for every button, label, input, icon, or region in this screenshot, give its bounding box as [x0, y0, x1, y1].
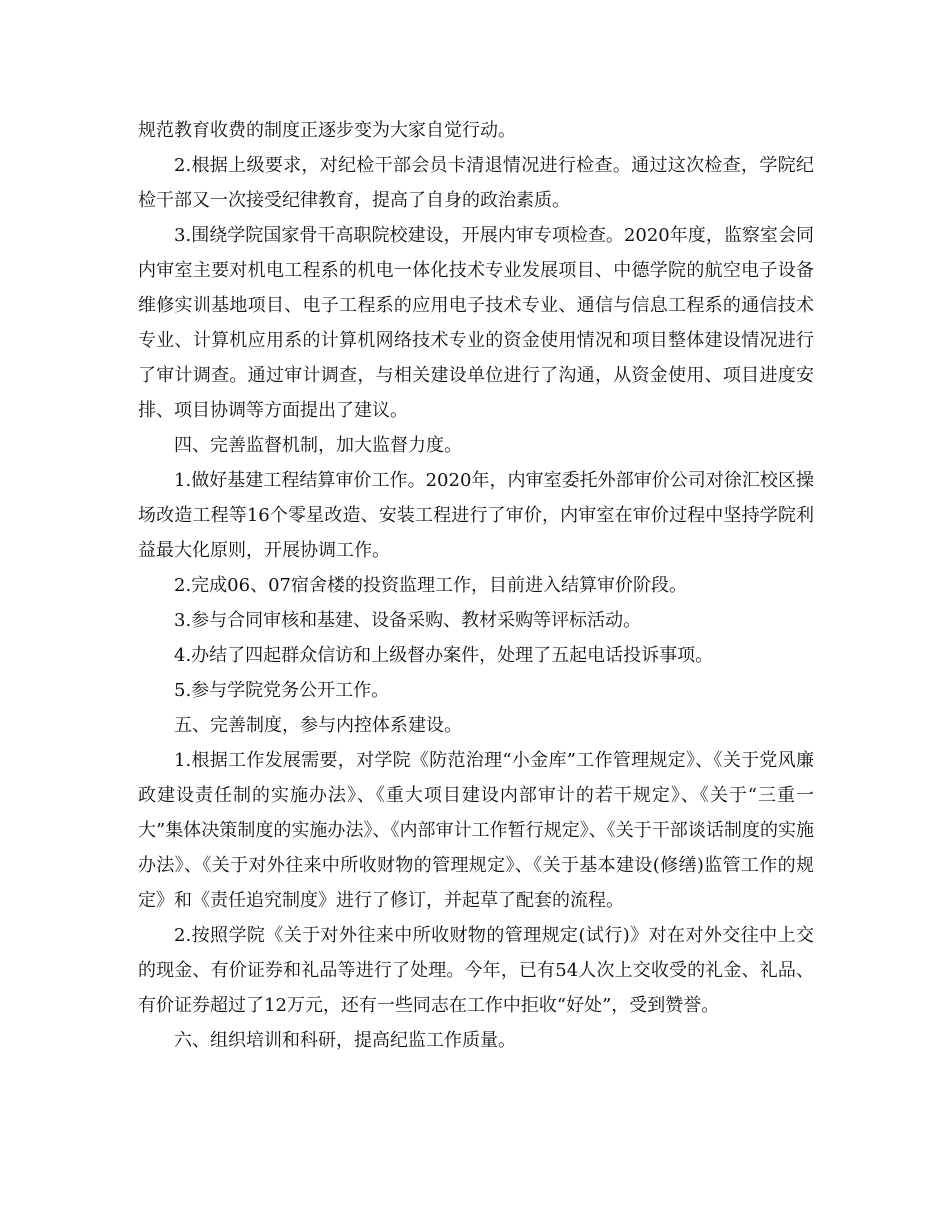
paragraph-item-2-investment-supervision: 2.完成06、07宿舍楼的投资监理工作，目前进入结算审价阶段。 [174, 575, 687, 596]
section-heading-5: 五、完善制度，参与内控体系建设。 [174, 715, 462, 736]
paragraph-item-3-internal-audit: 3.围绕学院国家骨干高职院校建设，开展内审专项检查。2020年度，监察室会同内审室主要对机电工程系的机电一体化技术专业发展项目、中德学院的航空电子设备维修实训基地项目、电子工程系的应用电子技术专业、通信与信息工程系的通信技术专业、计算机应用系的计算机网络技术专业的资金使用情况和项目整体建设情况进行了审计调查。通过审计调查，与相关建设单位进行了沟通，从资金使用、项目进度安排、项目协调等方面提出了建议。 [138, 225, 814, 421]
paragraph-item-1-regulations: 1.根据工作发展需要，对学院《防范治理“小金库”工作管理规定》、《关于党风廉政建设责任制的实施办法》、《重大项目建设内部审计的若干规定》、《关于“三重一大”集体决策制度的实施办法》、《内部审计工作暂行规定》、《关于干部谈话制度的实施办法》、《关于对外往来中所收财物的管理规定》、《关于基本建设(修缮)监管工作的规定》和《责任追究制度》进行了修订，并起草了配套的流程。 [138, 750, 814, 911]
paragraph-item-1-settlement-audit: 1.做好基建工程结算审价工作。2020年，内审室委托外部审价公司对徐汇校区操场改造工程等16个零星改造、安装工程进行了审价，内审室在审价过程中坚持学院利益最大化原则，开展协调工作。 [138, 470, 814, 561]
section-heading-4: 四、完善监督机制，加大监督力度。 [174, 435, 462, 456]
section-heading-6: 六、组织培训和科研，提高纪监工作质量。 [174, 1030, 516, 1051]
document-body [138, 113, 814, 1058]
paragraph-item-4-petitions: 4.办结了四起群众信访和上级督办案件，处理了五起电话投诉事项。 [174, 645, 714, 666]
paragraph-item-3-contract-review: 3.参与合同审核和基建、设备采购、教材采购等评标活动。 [174, 610, 642, 631]
paragraph-continuation: 规范教育收费的制度正逐步变为大家自觉行动。 [138, 120, 516, 141]
paragraph-item-5-party-affairs: 5.参与学院党务公开工作。 [174, 680, 390, 701]
paragraph-item-2-gifts-handling: 2.按照学院《关于对外往来中所收财物的管理规定(试行)》对在对外交往中上交的现金、有价证券和礼品等进行了处理。今年，已有54人次上交收受的礼金、礼品、有价证券超过了12万元，还有一些同志在工作中拒收“好处”，受到赞誉。 [138, 925, 814, 1016]
paragraph-item-2-membership-card-check: 2.根据上级要求，对纪检干部会员卡清退情况进行检查。通过这次检查，学院纪检干部又一次接受纪律教育，提高了自身的政治素质。 [138, 155, 814, 211]
